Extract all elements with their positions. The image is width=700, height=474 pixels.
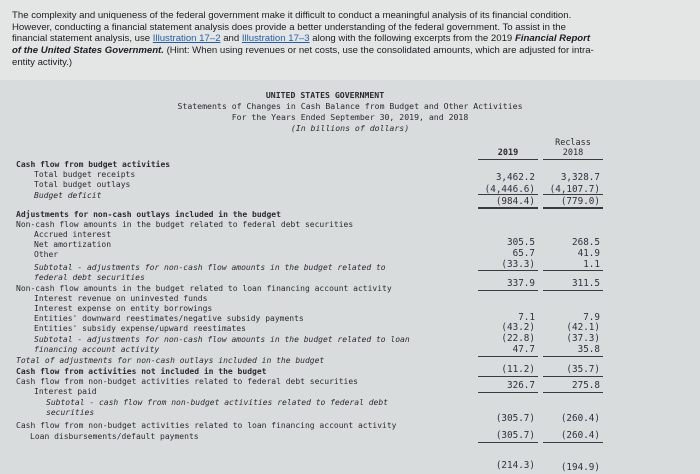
- illustration-17-2-link[interactable]: Illustration 17–2: [152, 33, 221, 45]
- intro-line-1: The complexity and uniqueness of the federal government make it difficult to conduct a meaningful analysis of its financial condition.: [12, 10, 572, 21]
- report-title: of the United States Government.: [12, 45, 164, 57]
- total-rule: [478, 270, 538, 271]
- row-label: Adjustments for non-cash outlays included in the budget: [16, 210, 281, 219]
- value-2019: (305.7): [495, 430, 535, 441]
- value-2018: 311.5: [572, 278, 600, 289]
- row-label: Subtotal - adjustments for non-cash flow amounts in the budget related to loan: [34, 335, 410, 344]
- intro-text: along with the following excerpts from the 2019: [309, 33, 515, 45]
- value-2018: 41.9: [577, 248, 600, 259]
- row-label: Cash flow from activities not included in the budget: [16, 367, 267, 376]
- value-2019: (4,446.6): [484, 184, 535, 195]
- value-2018: 3,328.7: [560, 172, 600, 183]
- intro-line-3: [12, 33, 690, 45]
- total-rule: [543, 290, 603, 291]
- value-2019: (11.2): [501, 364, 535, 375]
- intro-line-4: [12, 45, 690, 57]
- value-2019: (33.3): [501, 259, 535, 270]
- row-label: Non-cash flow amounts in the budget related to federal debt securities: [16, 220, 354, 229]
- total-rule: [478, 356, 538, 357]
- value-2019: 3,462.2: [495, 172, 535, 183]
- row-label: Accrued interest: [34, 230, 112, 239]
- illustration-17-3-link[interactable]: Illustration 17–3: [241, 33, 310, 45]
- value-2019: 305.5: [507, 237, 535, 248]
- total-rule: [543, 376, 603, 377]
- column-header-2019: 2019: [497, 148, 519, 158]
- value-2018: 35.8: [577, 344, 600, 355]
- value-2018: 275.8: [572, 380, 600, 391]
- row-label: federal debt securities: [34, 273, 145, 282]
- row-label: Net amortization: [34, 240, 112, 249]
- value-2019: (305.7): [495, 413, 535, 424]
- header-rule-2018: [543, 159, 603, 160]
- value-2018: (35.7): [566, 364, 600, 375]
- value-2018: 7.9: [583, 312, 600, 323]
- row-label: Entities' subsidy expense/upward reestimates: [34, 324, 246, 333]
- intro-text: and: [220, 33, 242, 45]
- row-label: Subtotal - cash flow from non-budget activities related to federal debt: [46, 398, 388, 407]
- row-label: Cash flow from non-budget activities related to federal debt securities: [16, 377, 358, 386]
- row-label: Interest expense on entity borrowings: [34, 304, 213, 313]
- row-label: Loan disbursements/default payments: [30, 432, 199, 441]
- total-rule: [543, 194, 603, 195]
- total-rule: [543, 392, 603, 393]
- report-title: Financial Report: [514, 33, 591, 45]
- statement-entity: UNITED STATES GOVERNMENT: [265, 90, 385, 100]
- value-2018: (779.0): [560, 196, 600, 207]
- total-rule: [478, 392, 538, 393]
- value-2019: 47.7: [512, 344, 535, 355]
- row-label: Interest revenue on uninvested funds: [34, 294, 208, 303]
- total-rule: [478, 290, 538, 291]
- row-label: Cash flow from budget activities: [16, 160, 171, 169]
- row-label: financing account activity: [34, 345, 160, 354]
- total-rule: [478, 442, 538, 443]
- value-2019: 65.7: [512, 248, 535, 259]
- statement-period: For the Years Ended September 30, 2019, and 2018: [231, 112, 469, 122]
- intro-paragraph: [12, 10, 690, 69]
- intro-line-2: However, conducting a financial statement analysis does provide a better understanding of the federal government. To assist in the: [12, 21, 566, 33]
- value-2018: 268.5: [572, 237, 600, 248]
- header-rule-2019: [478, 159, 538, 160]
- value-2019: 337.9: [507, 278, 535, 289]
- value-2019: (214.3): [495, 460, 535, 471]
- total-rule: [543, 270, 603, 271]
- value-2019: 7.1: [518, 312, 535, 323]
- row-label: Cash flow from non-budget activities related to loan financing account activity: [16, 421, 397, 430]
- row-label: securities: [46, 408, 95, 417]
- value-2019: 326.7: [507, 380, 535, 391]
- column-header-2018: 2018: [562, 148, 584, 158]
- total-rule: [478, 376, 538, 377]
- total-rule: [543, 442, 603, 443]
- row-label: Total budget receipts: [34, 170, 136, 179]
- total-rule: [543, 356, 603, 357]
- statement-units: (In billions of dollars): [290, 123, 410, 133]
- intro-line-5: entity activity.): [12, 56, 73, 68]
- intro-text: (Hint: When using revenues or net costs, use the consolidated amounts, which are adjusted for intra-: [163, 45, 594, 57]
- value-2018: (194.9): [560, 462, 600, 473]
- value-2019: (22.8): [501, 333, 535, 344]
- row-label: Total budget outlays: [34, 180, 131, 189]
- value-2018: (37.3): [566, 333, 600, 344]
- value-2018: (4,107.7): [549, 184, 600, 195]
- row-label: Entities' downward reestimates/negative subsidy payments: [34, 314, 304, 323]
- value-2018: 1.1: [583, 259, 600, 270]
- value-2018: (260.4): [560, 430, 600, 441]
- row-label: Budget deficit: [34, 191, 102, 200]
- double-rule: [543, 207, 603, 209]
- statement-excerpt: [0, 80, 700, 474]
- row-label: Subtotal - adjustments for non-cash flow amounts in the budget related to: [34, 263, 386, 272]
- row-label: Interest paid: [34, 387, 97, 396]
- value-2018: (260.4): [560, 413, 600, 424]
- value-2019: (43.2): [501, 322, 535, 333]
- intro-text: financial statement analysis, use: [12, 33, 153, 45]
- column-header-reclass: Reclass: [555, 138, 591, 148]
- row-label: Other: [34, 250, 59, 259]
- value-2019: (984.4): [495, 196, 535, 207]
- total-rule: [478, 194, 538, 195]
- row-label: Non-cash flow amounts in the budget related to loan financing account activity: [16, 284, 392, 293]
- row-label: Total of adjustments for non-cash outlays included in the budget: [16, 356, 325, 365]
- statement-title: Statements of Changes in Cash Balance from Budget and Other Activities: [177, 101, 523, 111]
- double-rule: [478, 207, 538, 209]
- value-2018: (42.1): [566, 322, 600, 333]
